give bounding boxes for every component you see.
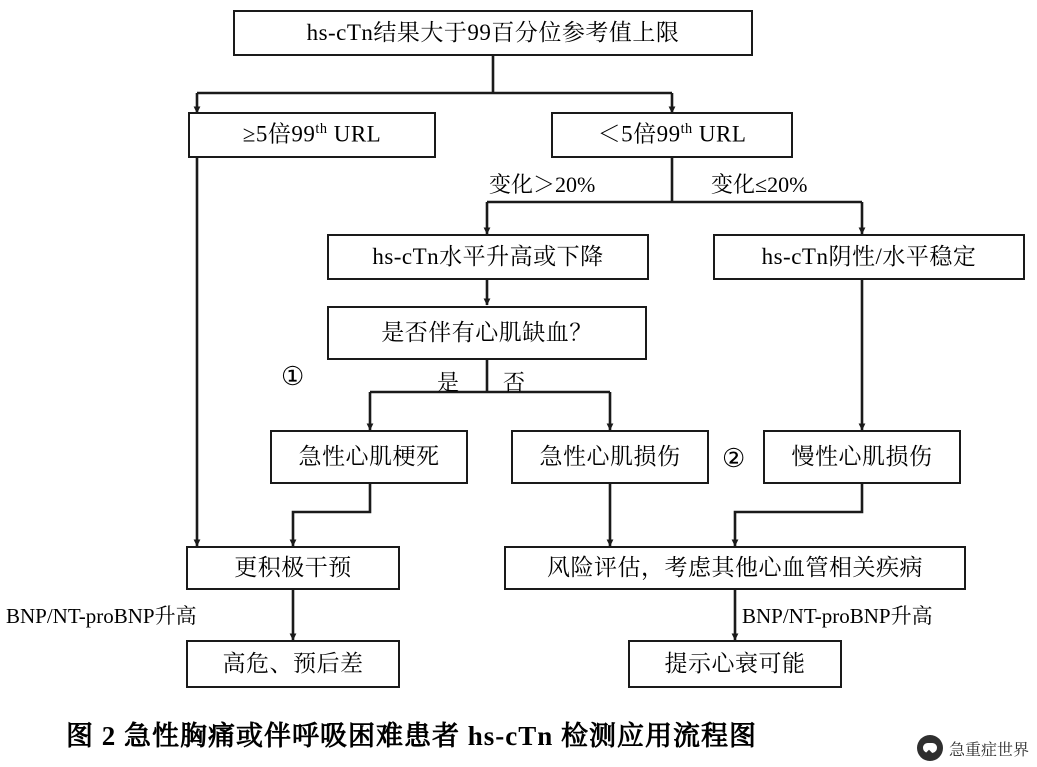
edge-label-yes: 是 <box>437 370 460 395</box>
node-ge-5x-url-label: ≥5倍99th URL <box>242 121 382 148</box>
node-acute-myocardial-injury-label: 急性心肌损伤 <box>539 443 681 469</box>
edge-label-change-gt-20: 变化＞20% <box>489 172 596 197</box>
node-chronic-myocardial-injury-label: 慢性心肌损伤 <box>791 443 933 469</box>
label-bnp-right: BNP/NT-proBNP升高 <box>742 604 933 628</box>
node-ge-5x-url <box>188 112 436 158</box>
node-risk-assessment <box>504 546 966 590</box>
node-ischemia-question-label: 是否伴有心肌缺血？ <box>381 319 593 345</box>
node-heart-failure-possible-label: 提示心衰可能 <box>664 650 806 676</box>
node-lt-5x-url <box>551 112 793 158</box>
node-hs-ctn-negative-stable <box>713 234 1025 280</box>
node-hs-ctn-negative-stable-label: hs-cTn阴性/水平稳定 <box>761 243 977 269</box>
node-hs-ctn-rise-or-fall-label: hs-cTn水平升高或下降 <box>372 243 604 269</box>
node-root-label: hs-cTn结果大于99百分位参考值上限 <box>306 19 680 45</box>
wechat-logo-icon <box>917 735 943 761</box>
node-chronic-myocardial-injury <box>763 430 961 484</box>
node-ischemia-question <box>327 306 647 360</box>
marker-circle-two: ② <box>722 444 746 473</box>
node-acute-myocardial-infarction-label: 急性心肌梗死 <box>298 443 440 469</box>
edge-label-no: 否 <box>503 370 526 395</box>
node-more-aggressive-intervention-label: 更积极干预 <box>234 554 352 580</box>
figure-caption: 图 2 急性胸痛或伴呼吸困难患者 hs-cTn 检测应用流程图 <box>66 721 758 751</box>
node-more-aggressive-intervention <box>186 546 400 590</box>
node-acute-myocardial-injury <box>511 430 709 484</box>
node-heart-failure-possible <box>628 640 842 688</box>
node-hs-ctn-rise-or-fall <box>327 234 649 280</box>
label-bnp-left: BNP/NT-proBNP升高 <box>6 604 197 628</box>
node-acute-myocardial-infarction <box>270 430 468 484</box>
marker-circle-one: ① <box>281 362 305 391</box>
node-lt-5x-url-label: ＜5倍99th URL <box>597 121 747 148</box>
node-risk-assessment-label: 风险评估，考虑其他心血管相关疾病 <box>547 554 923 580</box>
edge-label-change-le-20: 变化≤20% <box>711 172 808 197</box>
node-high-risk-poor-prognosis-label: 高危、预后差 <box>222 650 364 676</box>
node-high-risk-poor-prognosis <box>186 640 400 688</box>
watermark <box>917 735 1029 761</box>
watermark-label: 急重症世界 <box>948 741 1029 759</box>
node-root <box>233 10 753 56</box>
